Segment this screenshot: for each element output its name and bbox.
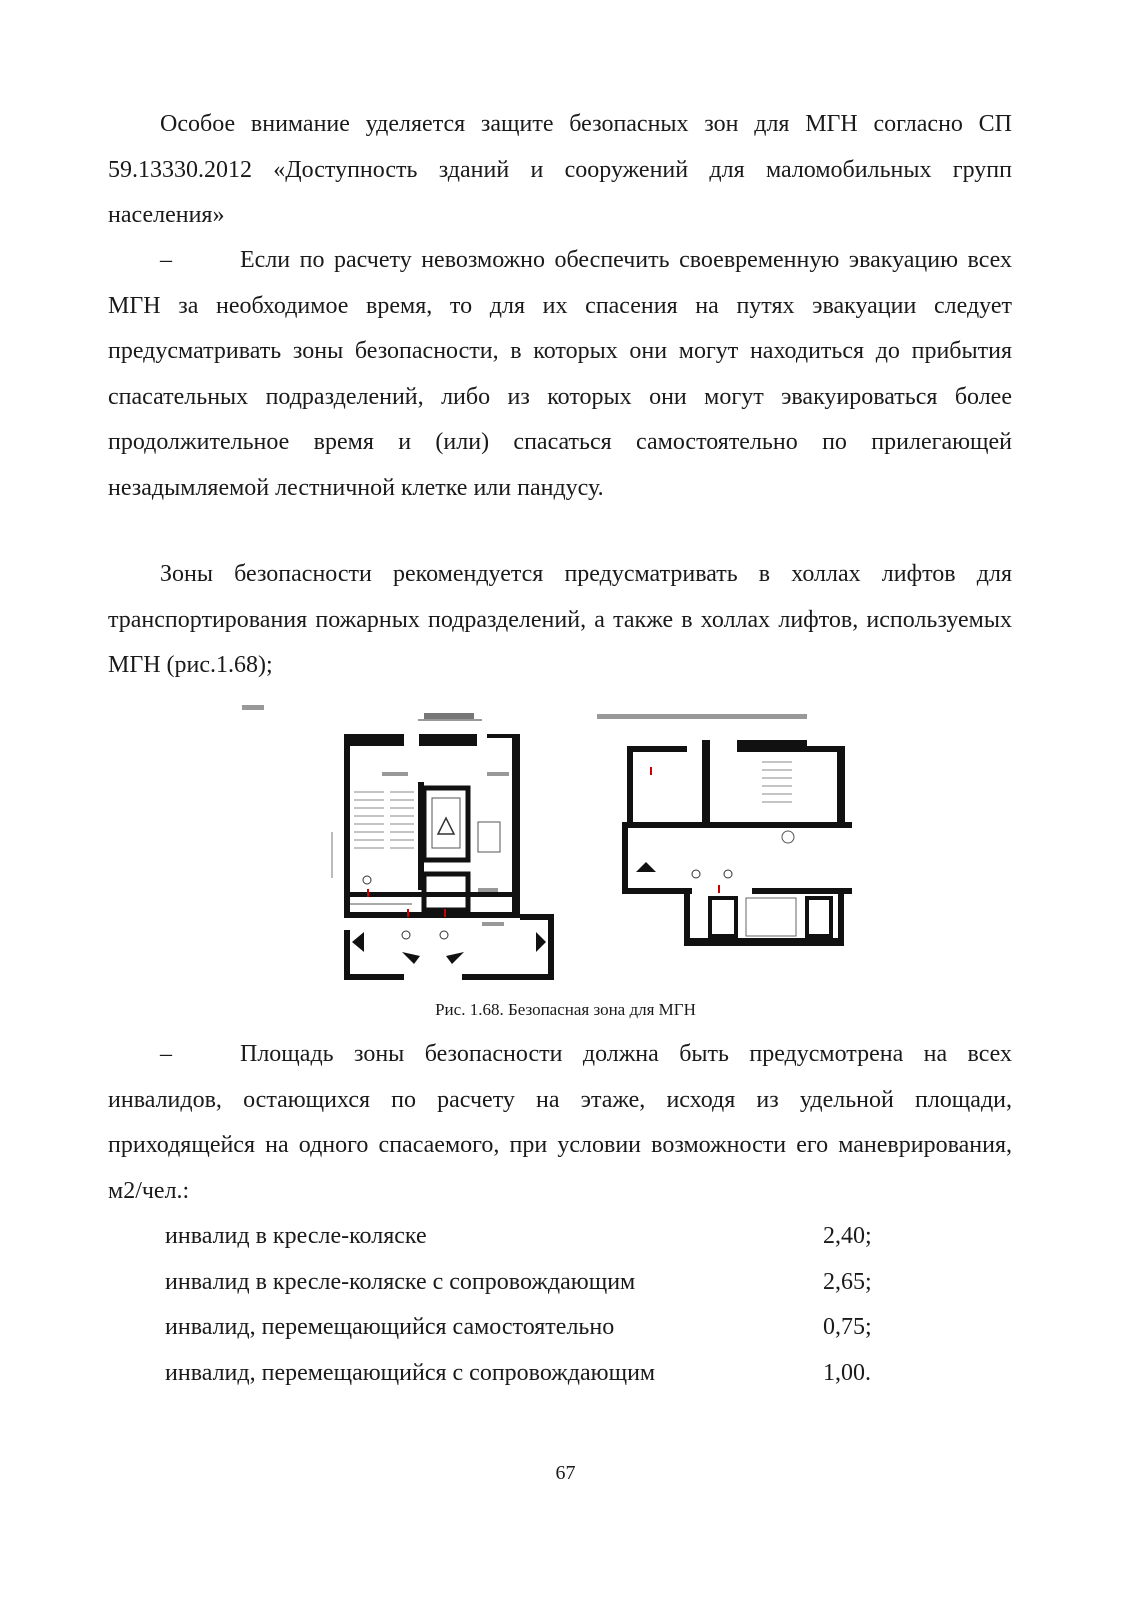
figure-right-plan (597, 714, 852, 946)
figure-caption: Рис. 1.68. Безопасная зона для МГН (435, 1000, 696, 1019)
paragraph-safe-zones-intro: Особое внимание уделяется защите безопасных зон для МГН согласно СП 59.13330.2012 «Доступность зданий и сооружений для маломобильных групп населения» (108, 111, 1012, 228)
rate-row (165, 1214, 925, 1260)
page-number: 67 (555, 1462, 576, 1484)
rate-value: 2,65; (823, 1268, 872, 1295)
floor-plan-figure (232, 702, 852, 992)
paragraph-lift-halls: Зоны безопасности рекомендуется предусматривать в холлах лифтов для транспортирования пожарных подразделений, а также в холлах лифтов, используемых МГН (рис.1.68); (108, 561, 1012, 678)
rate-row (165, 1351, 925, 1397)
rate-value: 0,75; (823, 1314, 872, 1340)
rate-label: инвалид в кресле-коляске (165, 1223, 427, 1249)
rate-value: 2,40; (823, 1223, 872, 1249)
paragraph-evacuation-text: Если по расчету невозможно обеспечить своевременную эвакуацию всех МГН за необходимое время, то для их спасения на путях эвакуации следует предусматривать зоны безопасности, в которых они могут находиться до прибытия спасательных подразделений, либо из которых они могут эвакуироваться более продолжительное время и (или) спасаться самостоятельно по прилегающей незадымляемой лестничной клетке или пандусу. (108, 247, 1012, 501)
paragraph-evacuation-rule (108, 238, 1012, 511)
figure-left-plan (242, 705, 554, 980)
area-rates-list (165, 1214, 925, 1396)
paragraph-zone-area-text: Площадь зоны безопасности должна быть предусмотрена на всех инвалидов, остающихся по расчету на этаже, исходя из удельной площади, приходящейся на одного спасаемого, при условии возможности его маневрирования, м2/чел.: (108, 1041, 1012, 1204)
rate-row (165, 1305, 925, 1351)
list-dash: – (160, 247, 172, 273)
paragraph-zone-area (108, 1032, 1012, 1214)
rate-row (165, 1260, 925, 1306)
list-dash: – (160, 1041, 172, 1067)
rate-value: 1,00. (823, 1359, 871, 1386)
rate-label: инвалид, перемещающийся самостоятельно (165, 1314, 615, 1340)
rate-label: инвалид в кресле-коляске с сопровождающим (165, 1268, 636, 1295)
rate-label: инвалид, перемещающийся с сопровождающим (165, 1359, 656, 1386)
